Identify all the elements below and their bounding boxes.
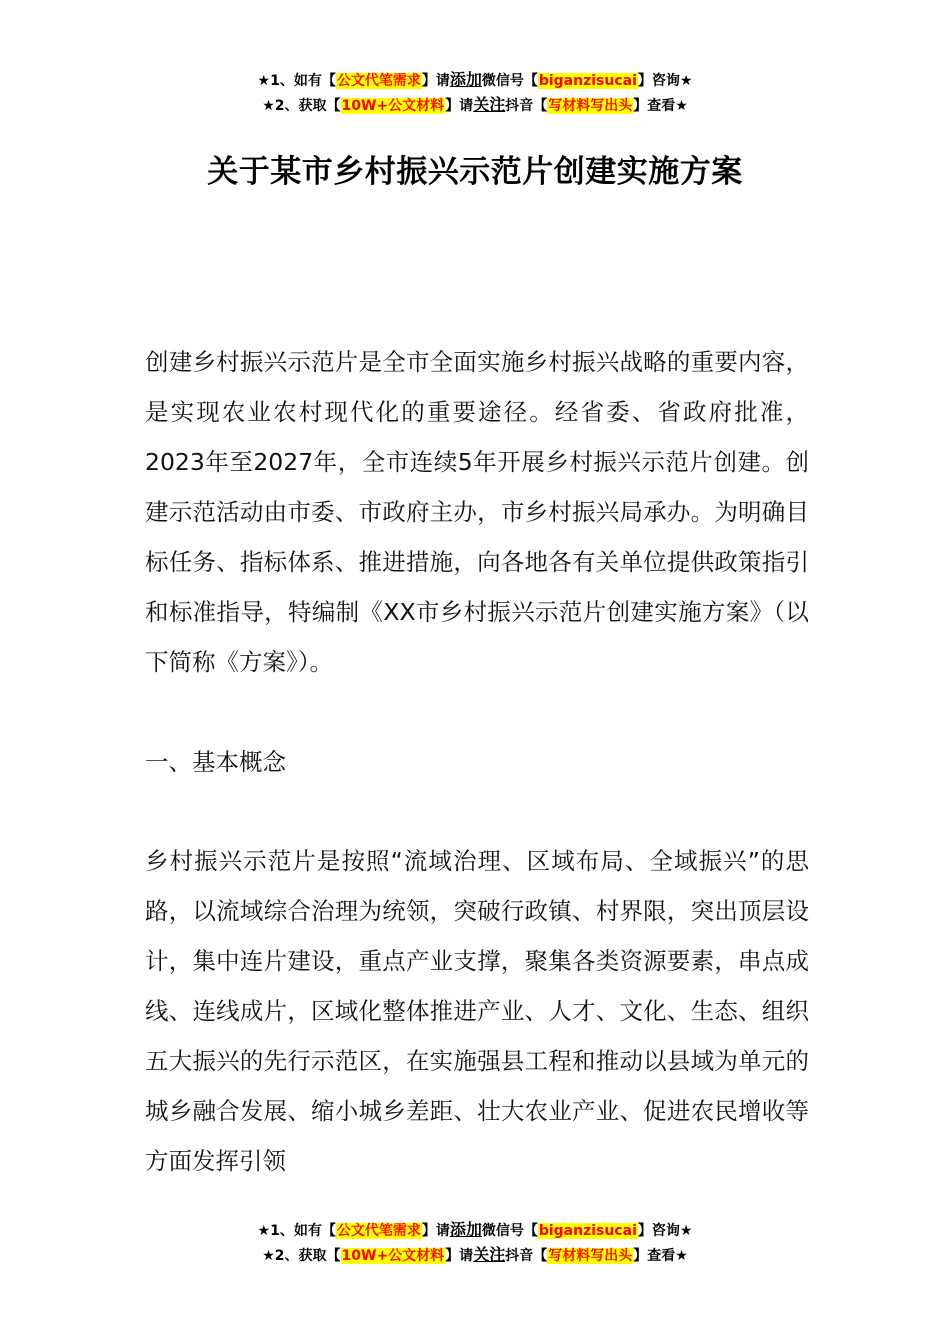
banner-line-2-prefix: ★2、获取【: [262, 98, 341, 114]
banner-line-1: [0, 1218, 950, 1243]
section-heading-basic-concepts: 一、基本概念: [145, 748, 286, 776]
banner-line-2-emphasis: 关注: [473, 1245, 506, 1264]
document-title: 关于某市乡村振兴示范片创建实施方案: [207, 154, 743, 190]
banner-line-1-emphasis: 添加: [449, 70, 482, 89]
banner-line-1-prefix: ★1、如有【: [257, 73, 336, 89]
banner-line-2-highlight-douyin: 写材料写出头: [548, 1248, 633, 1264]
banner-line-2-suffix: 】查看★: [633, 98, 688, 114]
banner-line-2-mid: 】请: [445, 98, 474, 114]
banner-line-1-highlight-wechat: biganzisucai: [538, 73, 637, 89]
banner-line-2-mid2: 抖音【: [505, 1248, 548, 1264]
banner-line-2-highlight-douyin: 写材料写出头: [548, 98, 633, 114]
banner-line-1-emphasis: 添加: [449, 1220, 482, 1239]
banner-line-2: [0, 93, 950, 118]
banner-line-2-highlight-materials: 10W+公文材料: [341, 98, 445, 114]
banner-line-2-mid: 】请: [445, 1248, 474, 1264]
banner-line-1-suffix: 】咨询★: [637, 73, 693, 89]
banner-line-1-highlight-wechat: biganzisucai: [538, 1223, 637, 1239]
banner-line-2-emphasis: 关注: [473, 95, 506, 114]
banner-line-1-mid: 】请: [421, 1223, 450, 1239]
banner-line-1-highlight-service: 公文代笔需求: [336, 73, 421, 89]
banner-line-1-mid: 】请: [421, 73, 450, 89]
paragraph-intro: 创建乡村振兴示范片是全市全面实施乡村振兴战略的重要内容，是实现农业农村现代化的重要途径。经省委、省政府批准，2023年至2027年，全市连续5年开展乡村振兴示范片创建。创建示范活动由市委、市政府主办，市乡村振兴局承办。为明确目标任务、指标体系、推进措施，向各地各有关单位提供政策指引和标准指导，特编制《XX市乡村振兴示范片创建实施方案》（以下简称《方案》）。: [145, 348, 809, 676]
banner-line-1-prefix: ★1、如有【: [257, 1223, 336, 1239]
banner-line-2-prefix: ★2、获取【: [262, 1248, 341, 1264]
banner-line-2-mid2: 抖音【: [505, 98, 548, 114]
banner-line-2: [0, 1243, 950, 1268]
banner-line-1-mid2: 微信号【: [481, 1223, 538, 1239]
banner-line-2-highlight-materials: 10W+公文材料: [341, 1248, 445, 1264]
bottom-banner: [0, 1218, 950, 1268]
banner-line-1-highlight-service: 公文代笔需求: [336, 1223, 421, 1239]
banner-line-1: [0, 68, 950, 93]
banner-line-1-suffix: 】咨询★: [637, 1223, 693, 1239]
banner-line-2-suffix: 】查看★: [633, 1248, 688, 1264]
paragraph-concept: 乡村振兴示范片是按照“流域治理、区域布局、全域振兴”的思路，以流域综合治理为统领，突破行政镇、村界限，突出顶层设计，集中连片建设，重点产业支撑，聚集各类资源要素，串点成线、连线成片，区域化整体推进产业、人才、文化、生态、组织五大振兴的先行示范区，在实施强县工程和推动以县域为单元的城乡融合发展、缩小城乡差距、壮大农业产业、促进农民增收等方面发挥引领: [145, 847, 809, 1175]
top-banner: [0, 68, 950, 118]
banner-line-1-mid2: 微信号【: [481, 73, 538, 89]
